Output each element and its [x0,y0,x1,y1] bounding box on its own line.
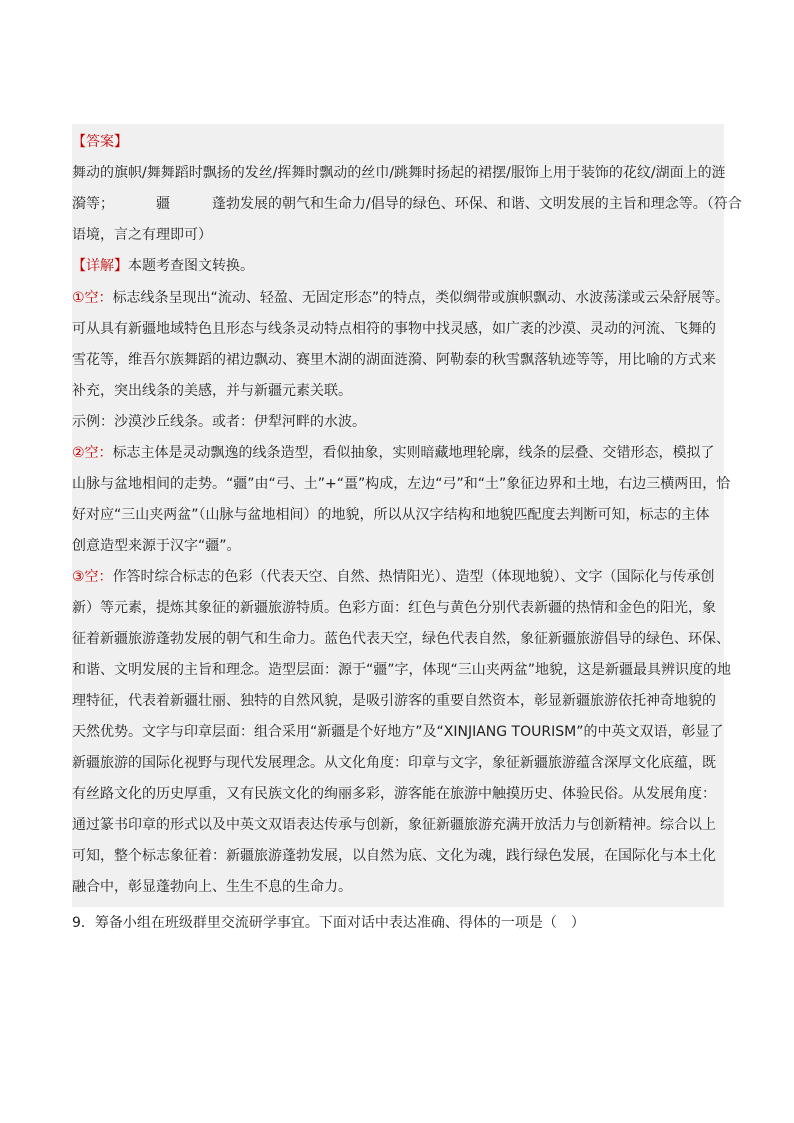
detail-p3-line-1: ③空：作答时综合标志的色彩（代表天空、自然、热情阳光）、造型（体现地貌）、文字（国际化与传承创 [72,569,715,585]
blank-3-mark: ③空： [72,569,113,585]
detail-p3-line-2: 新）等元素，提炼其象征的新疆旅游特质。色彩方面：红色与黄色分别代表新疆的热情和金色的阳光，象 [72,600,716,616]
answer-heading: 【答案】 [72,134,128,150]
detail-p3-line-9: 通过篆书印章的形式以及中英文双语表达传承与创新，象征新疆旅游充满开放活力与创新精神。综合以上 [72,817,716,833]
answer-line-1: 舞动的旗帜/舞舞蹈时飘扬的发丝/挥舞时飘动的丝巾/跳舞时扬起的裙摆/服饰上用于装饰的花纹/湖面上的涟 [72,165,726,181]
detail-p3-line-8: 有丝路文化的历史厚重，又有民族文化的绚丽多彩，游客能在旅游中触摸历史、体验民俗。从发展角度： [72,786,716,802]
answer-blank-2: 疆 [156,196,170,212]
blank-2-mark: ②空： [72,445,113,461]
detail-p1-example: 示例：沙漠沙丘线条。或者：伊犁河畔的水波。 [72,414,366,430]
detail-p1-line-1: ①空：标志线条呈现出“流动、轻盈、无固定形态”的特点，类似绸带或旗帜飘动、水波荡漾或云朵舒展等。 [72,290,730,306]
detail-heading: 【详解】 [72,258,128,274]
detail-p3-line-7: 新疆旅游的国际化视野与现代发展理念。从文化角度：印章与文字，象征新疆旅游蕴含深厚文化底蕴，既 [72,755,716,771]
answer-line-3: 语境，言之有理即可） [72,227,212,243]
detail-p2-line-2: 山脉与盆地相间的走势。“疆”由“弓、土”+“畺”构成，左边“弓”和“土”象征边界和土地，右边三横两田，恰 [72,476,731,492]
detail-p3-line-5: 理特征，代表着新疆壮丽、独特的自然风貌，是吸引游客的重要自然资本，彰显新疆旅游依托神奇地貌的 [72,693,716,709]
detail-p2-line-4: 创意造型来源于汉字“疆”。 [72,538,241,554]
detail-p2-line-3: 好对应“三山夹两盆”（山脉与盆地相间）的地貌，所以从汉字结构和地貌匹配度去判断可知，标志的主体 [72,507,710,523]
blank-1-mark: ①空： [72,290,113,306]
detail-p1-line-3: 雪花等，维吾尔族舞蹈的裙边飘动、赛里木湖的湖面涟漪、阿勒泰的秋雪飘落轨迹等等，用比喻的方式来 [72,352,716,368]
detail-p3-line-6: 天然优势。文字与印章层面：组合采用“新疆是个好地方”及“XINJIANG TOURISM”的中英文双语，彰显了 [72,724,724,740]
detail-p3-line-10: 可知，整个标志象征着：新疆旅游蓬勃发展，以自然为底、文化为魂，践行绿色发展，在国际化与本土化 [72,848,716,864]
detail-heading-line: 【详解】本题考查图文转换。 [72,258,254,274]
detail-p1-line-2: 可从具有新疆地域特色且形态与线条灵动特点相符的事物中找灵感，如广袤的沙漠、灵动的河流、飞舞的 [72,321,716,337]
detail-p2-line-1: ②空：标志主体是灵动飘逸的线条造型，看似抽象，实则暗藏地理轮廓，线条的层叠、交错形态，模拟了 [72,445,715,461]
answer-line-2: 漪等； 疆 蓬勃发展的朝气和生命力/倡导的绿色、环保、和谐、文明发展的主旨和理念等。（符合 [72,196,742,212]
detail-p3-line-3: 征着新疆旅游蓬勃发展的朝气和生命力。蓝色代表天空，绿色代表自然，象征新疆旅游倡导的绿色、环保、 [72,631,730,647]
detail-p3-line-11: 融合中，彰显蓬勃向上、生生不息的生命力。 [72,879,352,895]
question-9-stem: 9．筹备小组在班级群里交流研学事宜。下面对话中表达准确、得体的一项是（ ） [72,915,585,931]
detail-p1-line-4: 补充，突出线条的美感，并与新疆元素关联。 [72,383,352,399]
detail-p3-line-4: 和谐、文明发展的主旨和理念。造型层面：源于“疆”字，体现“三山夹两盆”地貌，这是新疆最具辨识度的地 [72,662,732,678]
